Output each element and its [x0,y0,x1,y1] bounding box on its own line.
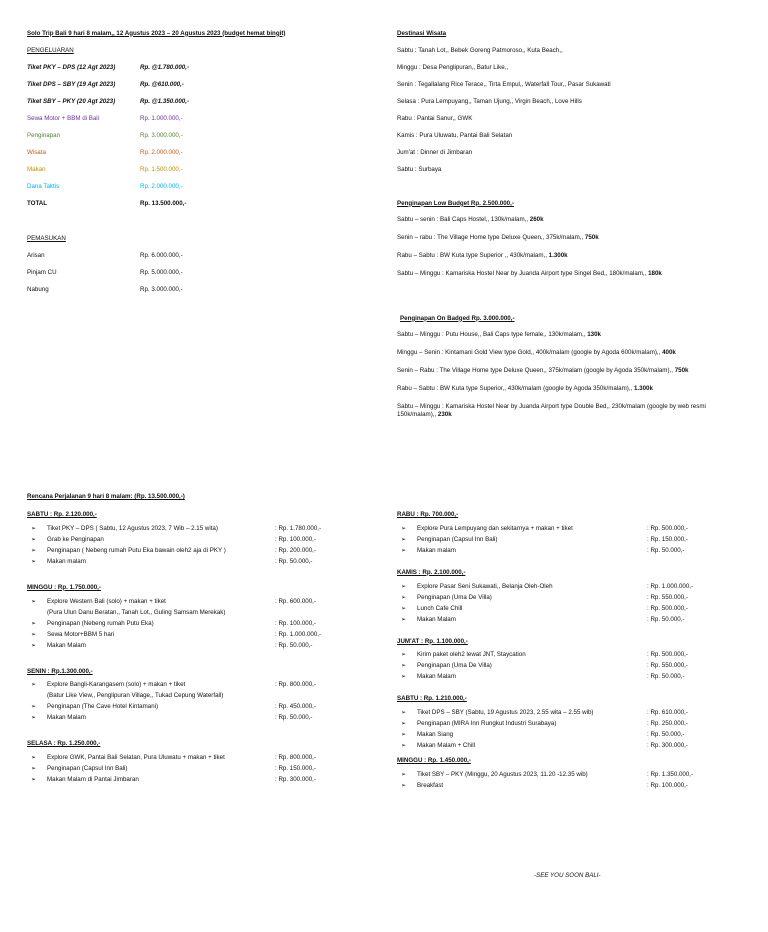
bullet-arrow-icon: ➢ [401,781,407,789]
lodging-low-section [397,195,742,288]
expense-total-row [27,195,367,212]
destination-item: Senin : Tegallalang Rice Terace,, Tirta Empul,, Waterfall Tour,, Pasar Sukawati [397,80,611,88]
destination-item: Rabu : Pantai Sanur,, GWK [397,114,473,122]
item-sub-text: (Pura Ulun Danu Beratan,, Tanah Lot,, Guling Samsam Merekak) [47,608,226,616]
item-desc: Tiket PKY – DPS ( Sabtu, 12 Agustus 2023, 7 Wib – 2.15 wita) [47,524,218,532]
day-items [397,769,742,791]
lodging-item [397,385,742,394]
bullet-arrow-icon: ➢ [31,557,37,565]
item-desc: Penginapan (Uma De Villa) [417,593,492,601]
lodging-text: Sabtu – Minggu : Kamariska Hostel Near by Juanda Airport type Singel Bed,, 180k/malam,, [397,270,649,277]
expense-list [27,59,367,195]
item-price: : Rp. 610.000,- [647,709,688,716]
day-items [397,523,742,556]
day-item [27,618,367,629]
item-desc: Makan Malam [47,641,86,649]
item-desc: Makan malam [417,546,456,554]
expense-label: Tiket DPS – SBY (19 Agt 2023) [27,80,116,88]
bullet-arrow-icon: ➢ [31,714,37,722]
day-item [397,780,742,791]
expense-label: Dana Taktis [27,182,60,190]
expenses-section [27,25,367,212]
destinations-section [397,25,742,178]
item-price: : Rp. 50.000,- [647,673,685,681]
lodging-total: 1.300k [633,385,653,392]
destination-item: Sabtu : Tanah Lot,, Bebek Goreng Patmoroso,, Kuta Beach,, [397,46,563,54]
day-item [397,603,742,614]
day-item [397,581,742,592]
lodging-item [397,367,742,376]
expense-row [27,178,367,195]
item-desc: Sewa Motor+BBM 5 hari [47,630,115,638]
itinerary-left-column [27,511,367,802]
destinations-heading: Destinasi Wisata [397,29,447,37]
item-price: : Rp. 150.000,- [275,765,316,772]
item-price: : Rp. 150.000,- [647,535,688,543]
day-items [27,596,367,651]
item-desc: Breakfast [417,781,444,789]
item-desc: Explore Bangli-Karangasem (solo) + makan + tiket [47,681,186,689]
item-desc: Penginapan (The Cave Hotel Kintamani) [47,703,159,711]
expense-label: Makan [27,165,46,173]
item-price: : Rp. 50.000,- [647,731,685,738]
day-item [27,545,367,556]
income-label: Nabung [27,285,49,293]
plan-heading-wrap [27,493,367,501]
day-item [397,649,742,660]
bullet-arrow-icon: ➢ [31,630,37,638]
expense-amount: Rp. 2.000.000,- [140,182,183,190]
lodging-low-heading: Penginapan Low Budget Rp. 2.500.000,- [397,199,514,207]
day-block [397,757,742,791]
item-desc: Penginapan (Capsul Inn Bali) [47,765,128,772]
item-price: : Rp. 1.000.000,- [275,630,322,638]
bullet-arrow-icon: ➢ [401,546,407,554]
income-row [27,281,367,298]
item-price: : Rp. 50.000,- [647,615,685,623]
item-price: : Rp. 300.000,- [647,742,688,749]
bullet-arrow-icon: ➢ [31,546,37,554]
lodging-total: 400k [662,349,676,356]
day-item [397,545,742,556]
day-title: SELASA : Rp. 1.250.000,- [27,740,101,748]
bullet-arrow-icon: ➢ [31,597,37,605]
bullet-arrow-icon: ➢ [31,754,37,761]
lodging-item [397,331,742,340]
item-price: : Rp. 1.000.000,- [647,582,694,590]
bullet-arrow-icon: ➢ [401,673,407,681]
bullet-arrow-icon: ➢ [401,593,407,601]
lodging-total: 260k [529,216,544,223]
bullet-arrow-icon: ➢ [401,535,407,543]
item-price: : Rp. 800.000,- [275,681,316,689]
lodging-text: Rabu – Sabtu : BW Kuta type Superior,, 430k/malam (google by Agoda 350k/malam),, [397,385,634,392]
day-item [27,629,367,640]
expense-label: Tiket PKY – DPS (12 Agt 2023) [27,63,116,71]
day-item [27,556,367,567]
item-price: : Rp. 100.000,- [647,781,688,789]
bullet-arrow-icon: ➢ [401,770,407,778]
item-price: : Rp. 50.000,- [275,641,313,649]
expense-row [27,127,367,144]
bullet-arrow-icon: ➢ [401,662,407,670]
day-item [27,752,367,763]
item-price: : Rp. 1.780.000,- [275,524,322,532]
item-price: : Rp. 800.000,- [275,754,316,761]
day-item [397,534,742,545]
day-item [397,592,742,603]
bullet-arrow-icon: ➢ [401,582,407,590]
item-desc: Makan Malam + Chill [417,742,475,749]
item-desc: Makan Siang [417,731,454,738]
itinerary-right-column [397,511,742,797]
item-desc: Lunch Cafe Chill [417,604,463,612]
day-item [397,718,742,729]
item-price: : Rp. 500.000,- [647,604,688,612]
income-amount: Rp. 5.000.000,- [140,268,183,276]
expense-amount: Rp. @1.350.000,- [140,97,190,105]
bullet-arrow-icon: ➢ [31,776,37,783]
expense-amount: Rp. 2.000.000,- [140,148,183,156]
lodging-text: Sabtu – Minggu : Putu House,, Bali Caps type female,, 130k/malam,, [397,331,588,338]
item-desc: Makan Malam [417,673,456,681]
bullet-arrow-icon: ➢ [401,615,407,623]
day-block [27,584,367,651]
expense-label: Sewa Motor + BBM di Bali [27,114,100,122]
item-desc: Penginapan ( Nebeng rumah Putu Eka bawain oleh2 aja di PKY ) [47,546,226,554]
day-item [397,729,742,740]
bullet-arrow-icon: ➢ [401,742,407,749]
expense-row [27,59,367,76]
destination-item: Minggu : Desa Penglipuran,, Batur Like,, [397,63,509,71]
lodging-item [397,270,742,279]
lodging-text: Minggu – Senin : Kintamani Gold View type Gold,, 400k/malam (google by Agoda 600k/malam),, [397,349,663,356]
item-sub [27,690,367,701]
expense-row [27,110,367,127]
lodging-text: Sabtu – senin : Bali Caps Hostel,, 130k/malam,, [397,216,530,223]
day-item [397,769,742,780]
day-item [397,660,742,671]
item-sub-text: (Batur Like View,, Penglipuran Village,, Tukad Cepung Waterfall) [47,692,224,700]
day-title: JUM'AT : Rp. 1.100.000,- [397,637,468,645]
lodging-on-heading: Penginapan On Badged Rp. 3.000.000,- [400,314,515,322]
day-items [27,679,367,723]
income-row [27,247,367,264]
trip-title: Solo Trip Bali 9 hari 8 malam,, 12 Agustus 2023 – 20 Agustus 2023 (budget hemat bingit) [27,29,286,37]
expense-amount: Rp. 3.000.000,- [140,131,183,139]
lodging-text: Senin – rabu : The Village Home type Deluxe Queen,, 375k/malam,, [397,234,585,241]
item-price: : Rp. 550.000,- [647,662,688,670]
lodging-total: 1.300k [548,252,568,259]
item-price: : Rp. 500.000,- [647,651,688,659]
item-desc: Explore Pura Lempuyang dan sekitarnya + makan + tiket [417,524,573,532]
item-price: : Rp. 50.000,- [647,546,685,554]
lodging-total: 750k [584,234,599,241]
lodging-item [397,216,742,225]
lodging-item [397,252,742,261]
day-block [27,740,367,785]
item-desc: Penginapan (MIRA Inn Rungkut Industri Surabaya) [417,720,557,727]
item-price: : Rp. 200.000,- [275,546,316,554]
income-section [27,230,367,298]
day-title: SENIN : Rp.1.300.000,- [27,667,93,675]
day-item [27,763,367,774]
lodging-total: 180k [648,270,662,277]
total-label: TOTAL [27,199,48,207]
lodging-item [397,349,742,358]
item-price: : Rp. 300.000,- [275,776,316,783]
bullet-arrow-icon: ➢ [31,619,37,627]
bullet-arrow-icon: ➢ [401,720,407,727]
destination-item: Sabtu : Surbaya [397,165,442,173]
expense-row [27,144,367,161]
item-price: : Rp. 500.000,- [647,524,688,532]
expense-amount: Rp. 1.500.000,- [140,165,183,173]
bullet-arrow-icon: ➢ [31,524,37,532]
item-desc: Penginapan (Nebeng rumah Putu Eka) [47,619,154,627]
day-item [397,740,742,751]
expense-label: Tiket SBY – PKY (20 Agt 2023) [27,97,116,105]
item-desc: Penginapan (Uma De Villa) [417,662,492,670]
item-desc: Tiket DPS – SBY (Sabtu, 19 Agustus 2023, 2.55 wita – 2.55 wib) [417,709,594,716]
day-block [397,638,742,683]
item-desc: Explore Pasar Seni Sukawati,, Belanja Oleh-Oleh [417,582,553,590]
bullet-arrow-icon: ➢ [401,604,407,612]
item-price: : Rp. 550.000,- [647,593,688,601]
day-item [27,712,367,723]
day-item [27,640,367,651]
item-price: : Rp. 1.350.000,- [647,770,694,778]
item-price: : Rp. 50.000,- [275,714,313,722]
item-desc: Makan Malam [417,615,456,623]
item-desc: Makan Malam di Pantai Jimbaran [47,776,139,783]
bullet-arrow-icon: ➢ [401,709,407,716]
income-label: Pinjam CU [27,268,57,276]
day-title: SABTU : Rp. 1.210.000,- [397,695,467,703]
day-item [397,523,742,534]
income-list [27,247,367,298]
day-title: RABU : Rp. 700.000,- [397,511,459,518]
item-desc: Tiket SBY – PKY (Minggu, 20 Agustus 2023, 11.20 -12.35 wib) [417,770,588,778]
lodging-on-list [397,331,742,419]
item-price: : Rp. 50.000,- [275,557,313,565]
bullet-arrow-icon: ➢ [31,765,37,772]
bullet-arrow-icon: ➢ [31,681,37,689]
item-desc: Explore GWK, Pantai Bali Selatan, Pura Uluwatu + makan + tiket [47,754,225,761]
item-desc: Kirim paket oleh2 lewat JNT, Staycation [417,651,526,659]
day-title: KAMIS : Rp. 2.100.000,- [397,568,466,576]
item-price: : Rp. 250.000,- [647,720,688,727]
lodging-total: 750k [674,367,689,374]
expense-row [27,93,367,110]
bullet-arrow-icon: ➢ [31,703,37,711]
day-block [397,569,742,625]
lodging-item [397,234,742,243]
day-item [27,596,367,607]
lodging-low-list [397,216,742,279]
day-item [27,679,367,690]
item-desc: Makan malam [47,557,86,565]
day-items [397,707,742,751]
destination-item: Kamis : Pura Uluwatu, Pantai Bali Selatan [397,131,513,139]
expense-amount: Rp. 1.000.000,- [140,114,183,122]
bullet-arrow-icon: ➢ [401,731,407,738]
day-block [397,695,742,751]
destination-item: Jum'at : Dinner di Jimbaran [397,148,473,156]
item-sub [27,607,367,618]
item-price: : Rp. 100.000,- [275,535,316,543]
bullet-arrow-icon: ➢ [401,524,407,532]
total-amount: Rp. 13.500.000,- [140,199,187,207]
item-price: : Rp. 100.000,- [275,619,316,627]
lodging-text: Sabtu – Minggu : Kamariska Hostel Near by Juanda Airport type Double Bed,, 230k/malam (google by web resmi 150k/malam),, [397,403,706,418]
day-items [397,649,742,682]
day-item [27,523,367,534]
item-desc: Penginapan (Capsul Inn Bali) [417,535,498,543]
day-item [397,707,742,718]
destination-item: Selasa : Pura Lempuyang,, Taman Ujung,, Virgin Beach,, Love Hills [397,97,582,105]
lodging-on-section [397,310,742,428]
expense-row [27,161,367,178]
day-item [397,671,742,682]
expense-label: Penginapan [27,131,61,139]
closing-text: -SEE YOU SOON BALI- [534,872,601,879]
lodging-total: 130k [587,331,601,338]
bullet-arrow-icon: ➢ [31,641,37,649]
lodging-item [397,403,742,419]
destination-list [397,42,742,178]
lodging-text: Rabu – Sabtu : BW Kuta type Superior ,, 430k/malam,, [397,252,549,259]
item-desc: Explore Western Bali (solo) + makan + tiket [47,597,166,605]
income-amount: Rp. 6.000.000,- [140,251,183,259]
expenses-heading: PENGELUARAN [27,46,74,54]
day-item [27,701,367,712]
day-title: MINGGU : Rp. 1.750.000,- [27,583,101,591]
day-item [27,774,367,785]
income-label: Arisan [27,251,45,259]
bullet-arrow-icon: ➢ [401,651,407,659]
day-items [27,523,367,567]
plan-heading: Rencana Perjalanan 9 hari 8 malam: (Rp. 13.500.000,-) [27,493,185,500]
bullet-arrow-icon: ➢ [31,535,37,543]
lodging-total: 230k [437,410,452,418]
item-desc: Makan Malam [47,714,86,722]
day-title: SABTU : Rp. 2.120.000,- [27,511,97,518]
item-desc: Grab ke Penginapan [47,535,104,543]
expense-amount: Rp. @1.780.000,- [140,63,190,71]
day-block [397,511,742,556]
item-price: : Rp. 600.000,- [275,597,316,605]
day-items [397,581,742,625]
income-heading: PEMASUKAN [27,234,66,242]
day-block [27,668,367,724]
lodging-text: Senin – Rabu : The Village Home type Deluxe Queen,, 375k/malam (google by Agoda 350k/malam),, [397,367,675,374]
expense-row [27,76,367,93]
expense-label: Wisata [27,148,46,156]
day-title: MINGGU : Rp. 1.450.000,- [397,757,471,764]
income-row [27,264,367,281]
day-item [397,614,742,625]
day-item [27,534,367,545]
item-price: : Rp. 450.000,- [275,703,316,711]
day-items [27,752,367,785]
day-block [27,511,367,567]
income-amount: Rp. 3.000.000,- [140,285,183,293]
expense-amount: Rp. @610.000,- [140,80,184,88]
